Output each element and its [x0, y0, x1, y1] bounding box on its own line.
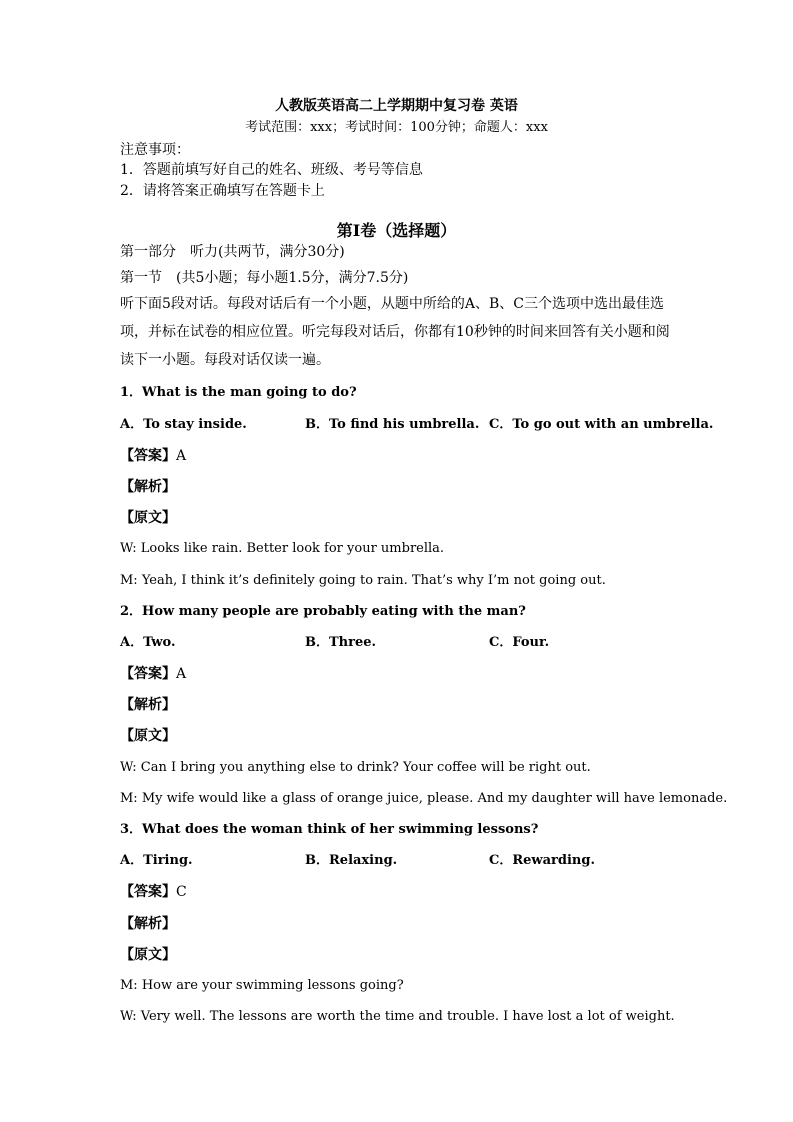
question-2-options: [120, 633, 700, 653]
analysis-label: 【解析】: [120, 697, 176, 713]
notice-item-2: 2．请将答案正确填写在答题卡上: [120, 183, 325, 199]
question-3-dialogue-line-1: M: How are your swimming lessons going?: [120, 978, 404, 993]
notice-heading: 注意事项：: [120, 142, 190, 158]
question-2-option-b: B．Three.: [305, 635, 377, 650]
question-1-option-c: C．To go out with an umbrella.: [489, 417, 714, 432]
question-2-answer: [120, 664, 186, 684]
question-3-option-b: B．Relaxing.: [305, 853, 398, 868]
question-1-option-b: B．To find his umbrella.: [305, 417, 480, 432]
question-1-options: [120, 415, 714, 435]
question-2-option-c: C．Four.: [489, 635, 550, 650]
question-2-dialogue-line-1: W: Can I bring you anything else to drink? Your coffee will be right out.: [120, 760, 591, 775]
answer-label: 【答案】: [120, 884, 176, 900]
question-3-dialogue-line-2: W: Very well. The lessons are worth the time and trouble. I have lost a lot of weight.: [120, 1009, 675, 1024]
question-2-stem: 2．How many people are probably eating with the man?: [120, 604, 526, 619]
question-1-dialogue-line-2: M: Yeah, I think it’s definitely going to rain. That’s why I’m not going out.: [120, 573, 606, 588]
answer-label: 【答案】: [120, 666, 176, 682]
question-3-option-c: C．Rewarding.: [489, 853, 595, 868]
answer-value: A: [176, 666, 187, 682]
question-2-analysis: [120, 695, 176, 715]
question-3-stem: 3．What does the woman think of her swimming lessons?: [120, 822, 539, 837]
question-1-analysis: [120, 477, 176, 497]
transcript-label: 【原文】: [120, 510, 176, 526]
question-1-transcript: [120, 508, 176, 528]
question-3-options: [120, 851, 700, 871]
question-1-option-a: A．To stay inside.: [120, 417, 247, 432]
question-3-transcript: [120, 945, 176, 965]
question-3-answer: [120, 882, 187, 902]
transcript-label: 【原文】: [120, 947, 176, 963]
exam-meta: 考试范围：xxx；考试时间：100分钟；命题人：xxx: [245, 120, 548, 135]
section-title: 第I卷（选择题）: [336, 221, 457, 240]
answer-label: 【答案】: [120, 448, 176, 464]
question-1-answer: [120, 446, 186, 466]
analysis-label: 【解析】: [120, 916, 176, 932]
listening-instructions: 听下面5段对话。每段对话后有一个小题，从题中所给的A、B、C三个选项中选出最佳选项，并标在试卷的相应位置。听完每段对话后，你都有10秒钟的时间来回答有关小题和阅读下一小题。每段对话仅读一遍。: [120, 296, 670, 368]
answer-value: A: [176, 448, 187, 464]
subsection-heading: 第一节 (共5小题；每小题1.5分，满分7.5分): [120, 270, 409, 286]
question-2-option-a: A．Two.: [120, 635, 176, 650]
answer-value: C: [176, 884, 187, 900]
exam-title: 人教版英语高二上学期期中复习卷 英语: [275, 98, 518, 114]
question-1-dialogue-line-1: W: Looks like rain. Better look for your umbrella.: [120, 541, 445, 556]
question-2-dialogue-line-2: M: My wife would like a glass of orange juice, please. And my daughter will have lemonade.: [120, 791, 728, 806]
question-3-analysis: [120, 914, 176, 934]
part-heading: 第一部分 听力(共两节，满分30分): [120, 244, 345, 260]
question-3-option-a: A．Tiring.: [120, 853, 193, 868]
question-2-transcript: [120, 726, 176, 746]
notice-item-1: 1．答题前填写好自己的姓名、班级、考号等信息: [120, 162, 423, 178]
transcript-label: 【原文】: [120, 728, 176, 744]
question-1-stem: 1．What is the man going to do?: [120, 385, 357, 400]
analysis-label: 【解析】: [120, 479, 176, 495]
